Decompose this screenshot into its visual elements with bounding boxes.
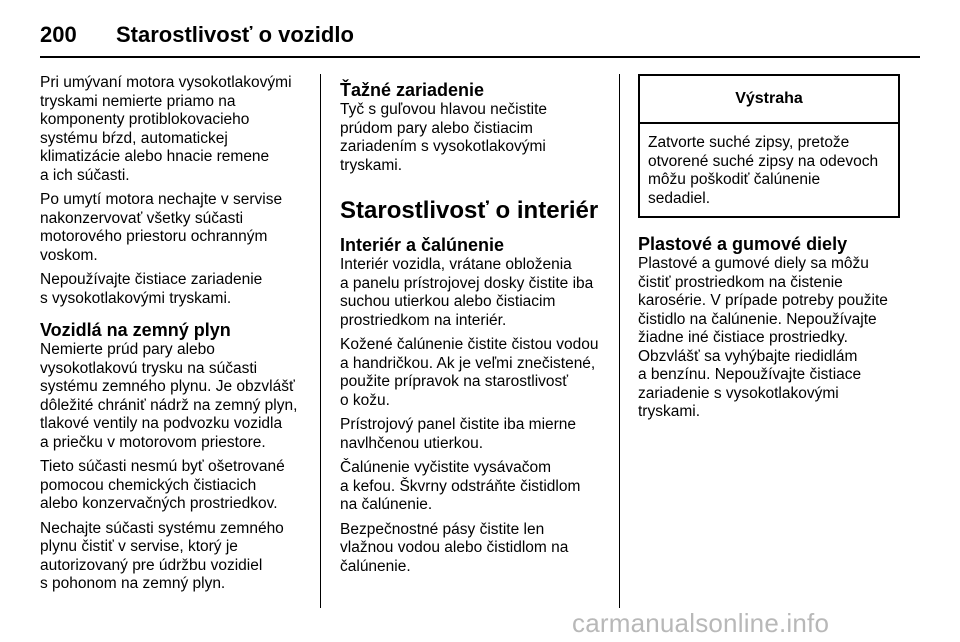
warning-title: Výstraha — [640, 76, 898, 124]
paragraph: Prístrojový panel čistite iba mierne navlhčenou utierkou. — [340, 416, 577, 452]
column-middle — [340, 74, 608, 582]
warning-box — [638, 74, 900, 218]
column-left — [40, 74, 308, 600]
paragraph: Po umytí motora nechajte v servise nakonzervovať všetky súčasti motorového priestoru ochranným voskom. — [40, 191, 283, 264]
column-right — [638, 74, 900, 428]
column-divider — [320, 74, 321, 608]
paragraph: Bezpečnostné pásy čistite len vlažnou vodou alebo čistidlom na čalúnenie. — [340, 520, 569, 575]
section-heading-upholstery: Interiér a čalúnenie — [340, 235, 505, 255]
paragraph: Kožené čalúnenie čistite čistou vodou a handričkou. Ak je veľmi znečistené, použite prípravok na starostlivosť o kožu. — [340, 336, 599, 409]
paragraph: Tyč s guľovou hlavou nečistite prúdom pary alebo čistiacim zariadením s vysokotlakovými tryskami. — [340, 101, 547, 174]
paragraph: Nepoužívajte čistiace zariadenie s vysokotlakovými tryskami. — [40, 271, 263, 307]
page-header — [40, 16, 920, 56]
section-heading-tow-hitch: Ťažné zariadenie — [340, 80, 485, 100]
warning-text: Zatvorte suché zipsy, pretože otvorené suché zipsy na odevoch môžu poškodiť čalúnenie sedadiel. — [648, 134, 879, 207]
page-number: 200 — [40, 22, 77, 47]
paragraph: Čalúnenie vyčistite vysávačom a kefou. Škvrny odstráňte čistidlom na čalúnenie. — [340, 459, 581, 513]
paragraph: Pri umývaní motora vysokotlakovými tryskami nemierte priamo na komponenty protiblokovacieho systému bŕzd, automatickej klimatizácie alebo hnacie remene a ich súčasti. — [40, 74, 292, 184]
section-heading-gas-vehicles: Vozidlá na zemný plyn — [40, 320, 231, 340]
paragraph: Nemierte prúd pary alebo vysokotlakovú trysku na súčasti systému zemného plynu. Je obzvlášť dôležité chrániť nádrž na zemný plyn, tlakové ventily na podvozku vozidla a priečku v motorovom priestore. — [40, 341, 298, 451]
paragraph: Tieto súčasti nesmú byť ošetrované pomocou chemických čistiacich alebo konzervačných prostriedkov. — [40, 458, 285, 512]
paragraph: Nechajte súčasti systému zemného plynu čistiť v servise, ktorý je autorizovaný pre údržbu vozidiel s pohonom na zemný plyn. — [40, 519, 284, 592]
header-rule — [40, 56, 920, 58]
paragraph: Plastové a gumové diely sa môžu čistiť prostriedkom na čistenie karosérie. V prípade potreby použite čistidlo na čalúnenie. Nepoužívajte žiadne iné čistiace prostriedky. Obzvlášť sa vyhýbajte riedidlám a benzínu. Nepoužívajte čistiace zariadenie s vysokotlakovými tryskami. — [638, 255, 888, 420]
paragraph: Interiér vozidla, vrátane obloženia a panelu prístrojovej dosky čistite iba suchou utierkou alebo čistiacim prostriedkom na interiér. — [340, 256, 594, 329]
chapter-heading-interior-care: Starostlivosť o interiér — [340, 197, 599, 224]
page-title: Starostlivosť o vozidlo — [116, 22, 354, 47]
column-divider — [619, 74, 620, 608]
section-heading-plastic-rubber: Plastové a gumové diely — [638, 234, 848, 254]
watermark: carmanualsonline.info — [572, 608, 830, 638]
